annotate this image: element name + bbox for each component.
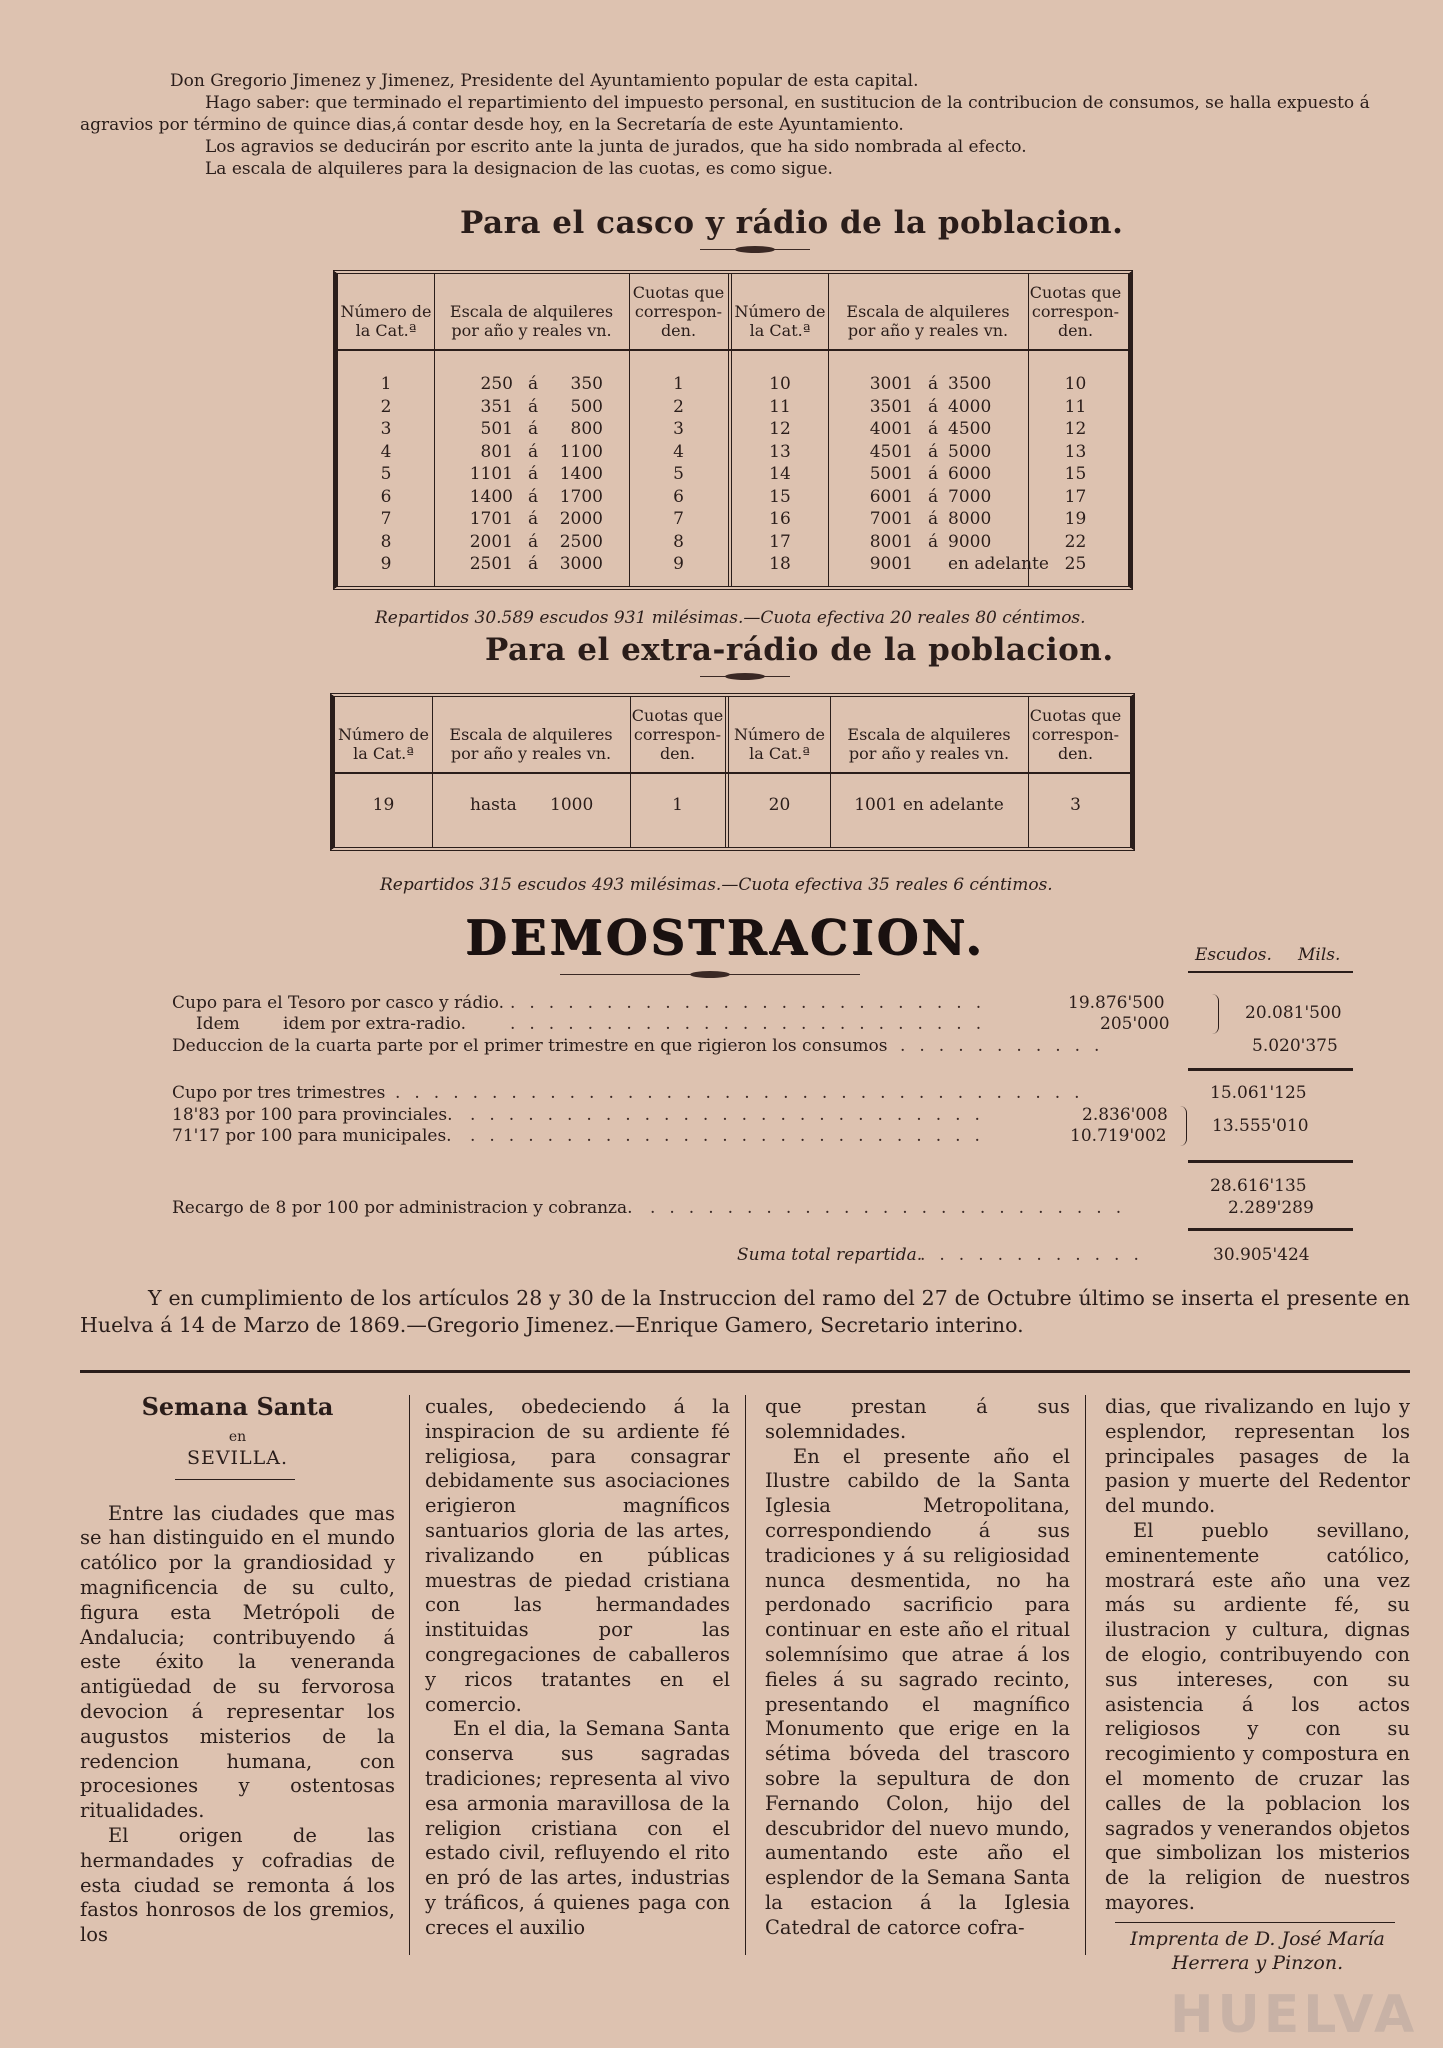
table-cell: 801: [480, 441, 513, 462]
table-cell: 5: [380, 464, 392, 484]
table-cell: 1400: [469, 486, 513, 507]
table-cell: 9000: [948, 531, 992, 552]
table-cell: 7001: [869, 509, 913, 529]
title-rule: [175, 1479, 295, 1480]
intro-line-1: Don Gregorio Jimenez y Jimenez, Presidente del Ayuntamiento popular de esta capital.: [170, 71, 919, 91]
article-column-1: [80, 1392, 395, 1948]
table1-header-escala-right: Escala de alquileres por año y reales vn.: [846, 302, 1010, 340]
sum-rule: [1188, 1228, 1353, 1231]
table-cell: á: [528, 554, 539, 574]
printer-line-1: Imprenta de D. José María: [1130, 1927, 1385, 1950]
table-cell: 11: [769, 396, 791, 417]
table-cell: 9: [673, 554, 684, 574]
val-casco: 19.876'500: [1068, 993, 1165, 1013]
table-cell: á: [928, 374, 939, 394]
printer-line-2: Herrera y Pinzon.: [1171, 1951, 1344, 1974]
val-total: 30.905'424: [1213, 1245, 1310, 1265]
val-recargo: 2.289'289: [1228, 1198, 1314, 1218]
archive-watermark: HUELVA: [1170, 1985, 1419, 2045]
leader-dots: ...........................: [470, 1105, 994, 1125]
table-cell: 800: [570, 419, 603, 439]
val-muni: 10.719'002: [1070, 1126, 1167, 1146]
table-cell: á: [928, 441, 939, 462]
table-cell: 2500: [559, 531, 603, 552]
article-city: SEVILLA.: [186, 1446, 289, 1469]
table-cell: 4000: [948, 396, 992, 417]
table-cell: 1: [380, 374, 392, 394]
demostracion-title: DEMOSTRACION.: [465, 910, 985, 966]
table1: [333, 270, 1133, 590]
val-sum2: 13.555'010: [1212, 1116, 1309, 1136]
ornament-divider: [700, 248, 810, 252]
table-cell: 9: [380, 554, 392, 574]
table1-note: Repartidos 30.589 escudos 931 milésimas.—Cuota efectiva 20 reales 80 céntimos.: [375, 608, 1086, 628]
printer-rule: [1115, 1922, 1395, 1923]
leader-dots: .........................: [510, 1014, 996, 1034]
paragraph: En el dia, la Semana Santa conserva sus sagradas tradiciones; representa al vivo esa armonia maravillosa de la religion cristiana con el estado civil, refluyendo el rito en pró de las artes, industrias y tráficos, á quienes paga con creces el auxilio: [425, 1717, 730, 1939]
table-cell: 8: [380, 531, 392, 552]
table-cell: á: [928, 531, 939, 552]
column-rule: [745, 1395, 746, 1955]
table-cell: 3: [673, 419, 684, 439]
table-cell: á: [528, 419, 539, 439]
table-cell: 351: [480, 396, 513, 417]
table-cell: 7: [380, 509, 392, 529]
closing-paragraph: Y en cumplimiento de los artículos 28 y 30 de la Instruccion del ramo del 27 de Octubre último se inserta el presente en Huelva á 14 de Marzo de 1869.—Gregorio Jimenez.—Enrique Gamero, Secretario interino.: [80, 1286, 1410, 1337]
table-cell: 1701: [469, 509, 513, 529]
table1-header-cuotas-right: Cuotas que correspon- den.: [1029, 283, 1122, 340]
sum-rule: [1188, 1160, 1353, 1163]
table-cell: 5: [673, 464, 684, 484]
val-extra: 205'000: [1100, 1014, 1170, 1034]
table-row: [338, 397, 1128, 419]
table-row: [338, 464, 1128, 486]
table-cell: 22: [1064, 531, 1087, 552]
table-cell: á: [928, 396, 939, 417]
paragraph: cuales, obedeciendo á la inspiracion de su ardiente fé religiosa, para consagrar debidamente sus asociaciones erigieron magníficos santuarios gloria de las artes, rivalizando en públicas muestras de piedad cristiana con las hermandades instituidas por las congregaciones de caballeros y ricos tratantes en el comercio.: [425, 1395, 730, 1716]
table-cell: 6000: [948, 464, 992, 484]
table-cell: 4001: [869, 419, 913, 439]
leader-dots: ...........................: [470, 1126, 994, 1146]
leader-dots: .........................: [510, 993, 996, 1013]
table-cell: 4501: [869, 441, 913, 462]
table-cell: 1700: [559, 486, 603, 507]
table-cell: á: [528, 464, 539, 484]
table-cell: á: [928, 509, 939, 529]
leader-dots: ............: [920, 1245, 1153, 1265]
col-mils: Mils.: [1298, 945, 1341, 965]
table-cell: 3501: [869, 396, 913, 417]
table-row: [338, 419, 1128, 441]
table-cell: á: [528, 486, 539, 507]
paragraph: En el presente año el Ilustre cabildo de la Santa Iglesia Metropolitana, correspondiendo á sus tradiciones y á su religiosidad nunca desmentida, no ha perdonado sacrificio para continuar en este año el ritual solemnísimo que atrae á los fieles á su sagrado recinto, presentando el magnífico Monumento que erige en la sétima bóveda del trascoro sobre la sepultura de don Fernando Colon, hijo del descubridor del nuevo mundo, aumentando este año el esplendor de la Semana Santa la estacion á la Iglesia Catedral de catorce cofra-: [765, 1444, 1070, 1939]
table-cell: 10: [1064, 374, 1087, 394]
table2-header-cuotas-left: Cuotas que correspon- den.: [631, 706, 724, 763]
table2-header-escala-left: Escala de alquileres por año y reales vn.: [449, 725, 613, 763]
val-subtotal: 28.616'135: [1210, 1176, 1307, 1196]
table2: [330, 693, 1135, 851]
section-divider: [80, 1370, 1410, 1373]
table-cell: 2000: [559, 509, 603, 529]
table-cell: 2: [673, 396, 684, 417]
val-sum1: 20.081'500: [1245, 1003, 1342, 1023]
table2-title: Para el extra-rádio de la poblacion.: [485, 632, 1114, 668]
table-cell: 19: [1064, 509, 1087, 529]
paragraph: que prestan á sus solemnidades.: [765, 1395, 1070, 1443]
table2-header-escala-right: Escala de alquileres por año y reales vn.: [847, 725, 1011, 763]
val-deduccion: 5.020'375: [1252, 1036, 1338, 1056]
sum-rule: [1188, 1068, 1353, 1071]
table-cell: 7: [673, 509, 684, 529]
line-recargo: Recargo de 8 por 100 por administracion y cobranza.: [172, 1198, 633, 1218]
table1-title: Para el casco y rádio de la poblacion.: [460, 205, 1124, 241]
paragraph: Entre las ciudades que mas se han distinguido en el mundo católico por la grandiosidad y magnificencia de su culto, figura esta Metrópoli de Andalucia; contribuyendo á este éxito la veneranda antigüedad de su fervorosa devocion á representar los augustos misterios de la redencion humana, con procesiones y ostentosas ritualidades.: [80, 1501, 395, 1823]
table-row: [338, 509, 1128, 531]
paragraph: El origen de las hermandades y cofradias de esta ciudad se remonta á los fastos honrosos de los gremios, los: [80, 1823, 395, 1947]
table-cell: en adelante: [948, 554, 1049, 574]
article-column-3: [765, 1395, 1070, 1941]
table-cell: á: [928, 464, 939, 484]
intro-line-3: Los agravios se deducirán por escrito ante la junta de jurados, que ha sido nombrada al efecto.: [205, 137, 1027, 157]
paragraph: dias, que rivalizando en lujo y esplendor, representan los principales pasages de la pasion y muerte del Redentor del mundo.: [1105, 1395, 1410, 1518]
paragraph: El pueblo sevillano, eminentemente católico, mostrará este año una vez más su ardiente fé, su ilustracion y cultura, dignas de elogio, contribuyendo con sus intereses, con su asistencia á los actos religiosos y con su recogimiento y compostura en el momento de cruzar las calles de la poblacion los sagrados y venerandos objetos que simbolizan los misterios de la religion de nuestros mayores.: [1105, 1518, 1410, 1914]
line-suma: Suma total repartida.: [737, 1245, 923, 1265]
table2-header-numero-left: Número de la Cat.ª: [337, 725, 430, 763]
intro-line-4: La escala de alquileres para la designacion de las cuotas, es como sigue.: [205, 159, 833, 179]
table-cell: 17: [1064, 486, 1087, 507]
table-cell: 13: [1064, 441, 1087, 462]
table-cell: 16: [769, 509, 791, 529]
table-cell: 1100: [559, 441, 603, 462]
table-cell: 4: [673, 441, 684, 462]
table-cell: 9001: [869, 554, 913, 574]
table-cell: á: [528, 396, 539, 417]
table-cell: 15: [1064, 464, 1087, 484]
table-cell: 2501: [469, 554, 513, 574]
table-cell: 12: [1064, 419, 1087, 439]
ornament-divider-3: [560, 973, 860, 977]
table2-header-cuotas-right: Cuotas que correspon- den.: [1029, 706, 1122, 763]
table-cell: 500: [570, 396, 603, 417]
table-cell: 350: [570, 374, 603, 394]
table-cell: 13: [769, 441, 791, 462]
table-cell: 6: [673, 486, 684, 507]
table2-header-numero-right: Número de la Cat.ª: [733, 725, 826, 763]
table-cell: 15: [769, 486, 791, 507]
column-rule: [1085, 1395, 1086, 1955]
table-cell: 5001: [869, 464, 913, 484]
table-cell: 1: [673, 374, 684, 394]
table-row: [338, 554, 1128, 576]
leader-dots: .........................: [650, 1198, 1136, 1218]
table-cell: 1400: [559, 464, 603, 484]
table-row: [338, 532, 1128, 554]
table-cell: 1101: [469, 464, 513, 484]
line-cupo-tres: Cupo por tres trimestres: [172, 1083, 386, 1103]
col-escudos: Escudos.: [1195, 945, 1272, 965]
table-cell: 25: [1064, 554, 1087, 574]
table-cell: 3001: [869, 374, 913, 394]
table-cell: 501: [480, 419, 513, 439]
val-prov: 2.836'008: [1082, 1105, 1168, 1125]
table2-row: 19 hasta 1000 1 20 1001 en adelante 3: [372, 795, 1081, 815]
table-cell: 6: [380, 486, 392, 507]
table-cell: 2001: [469, 531, 513, 552]
table-cell: 3500: [948, 374, 992, 394]
column-rule: [409, 1395, 410, 1955]
table1-header-escala-left: Escala de alquileres por año y reales vn.: [449, 302, 614, 340]
table1-header-numero-right: Número de la Cat.ª: [734, 302, 826, 340]
table1-header-numero-left: Número de la Cat.ª: [340, 302, 432, 340]
table-cell: á: [528, 531, 539, 552]
line-cupo-casco: Cupo para el Tesoro por casco y rádio.: [172, 993, 504, 1013]
table-cell: 17: [769, 531, 791, 552]
table-cell: 12: [769, 419, 791, 439]
leader-dots: ...........: [900, 1036, 1114, 1056]
table-row: [338, 374, 1128, 396]
table-cell: 14: [769, 464, 791, 484]
line-municipales: 71'17 por 100 para municipales.: [172, 1126, 452, 1146]
table-row: [338, 487, 1128, 509]
table-cell: 4: [380, 441, 392, 462]
table-cell: 3: [380, 419, 392, 439]
intro-text: [80, 70, 1400, 180]
table-row: [338, 442, 1128, 464]
table-cell: 2: [380, 396, 392, 417]
brace: [1212, 994, 1219, 1034]
table-cell: 6001: [869, 486, 913, 507]
table2-note: Repartidos 315 escudos 493 milésimas.—Cuota efectiva 35 reales 6 céntimos.: [380, 875, 1053, 895]
table-cell: 7000: [948, 486, 992, 507]
line-deduccion: Deduccion de la cuarta parte por el primer trimestre en que rigieron los consumos: [172, 1036, 888, 1056]
article-en: en: [228, 1428, 247, 1445]
line-provinciales: 18'83 por 100 para provinciales.: [172, 1105, 453, 1125]
ornament-divider-2: [700, 675, 790, 679]
demo-rule: [1188, 971, 1353, 973]
table-cell: 4500: [948, 419, 992, 439]
table-cell: á: [928, 486, 939, 507]
val-tres: 15.061'125: [1210, 1083, 1307, 1103]
table-cell: á: [528, 374, 539, 394]
table-cell: 5000: [948, 441, 992, 462]
line-idem: Idem idem por extra-radio.: [196, 1014, 466, 1034]
table-cell: 8000: [948, 509, 992, 529]
table-cell: 10: [769, 374, 791, 394]
article-column-2: [425, 1395, 730, 1941]
table-cell: 3000: [559, 554, 603, 574]
intro-line-2: Hago saber: que terminado el repartimiento del impuesto personal, en sustitucion de la contribucion de consumos, se halla expuesto á agravios por término de quince dias,á contar desde hoy, en la Secretaría de este Ayuntamiento.: [80, 93, 1370, 135]
table-cell: 11: [1064, 396, 1087, 417]
leader-dots: ....................................: [395, 1083, 1094, 1103]
table-cell: 8: [673, 531, 684, 552]
table-cell: 250: [480, 374, 513, 394]
article-title: Semana Santa: [141, 1392, 334, 1421]
table-cell: 18: [769, 554, 791, 574]
brace: [1180, 1106, 1187, 1146]
table1-header-cuotas-left: Cuotas que correspon- den.: [632, 283, 725, 340]
table-cell: á: [528, 509, 539, 529]
table-cell: á: [928, 419, 939, 439]
article-column-4: [1105, 1395, 1410, 1975]
table-cell: 8001: [869, 531, 913, 552]
table-cell: á: [528, 441, 539, 462]
